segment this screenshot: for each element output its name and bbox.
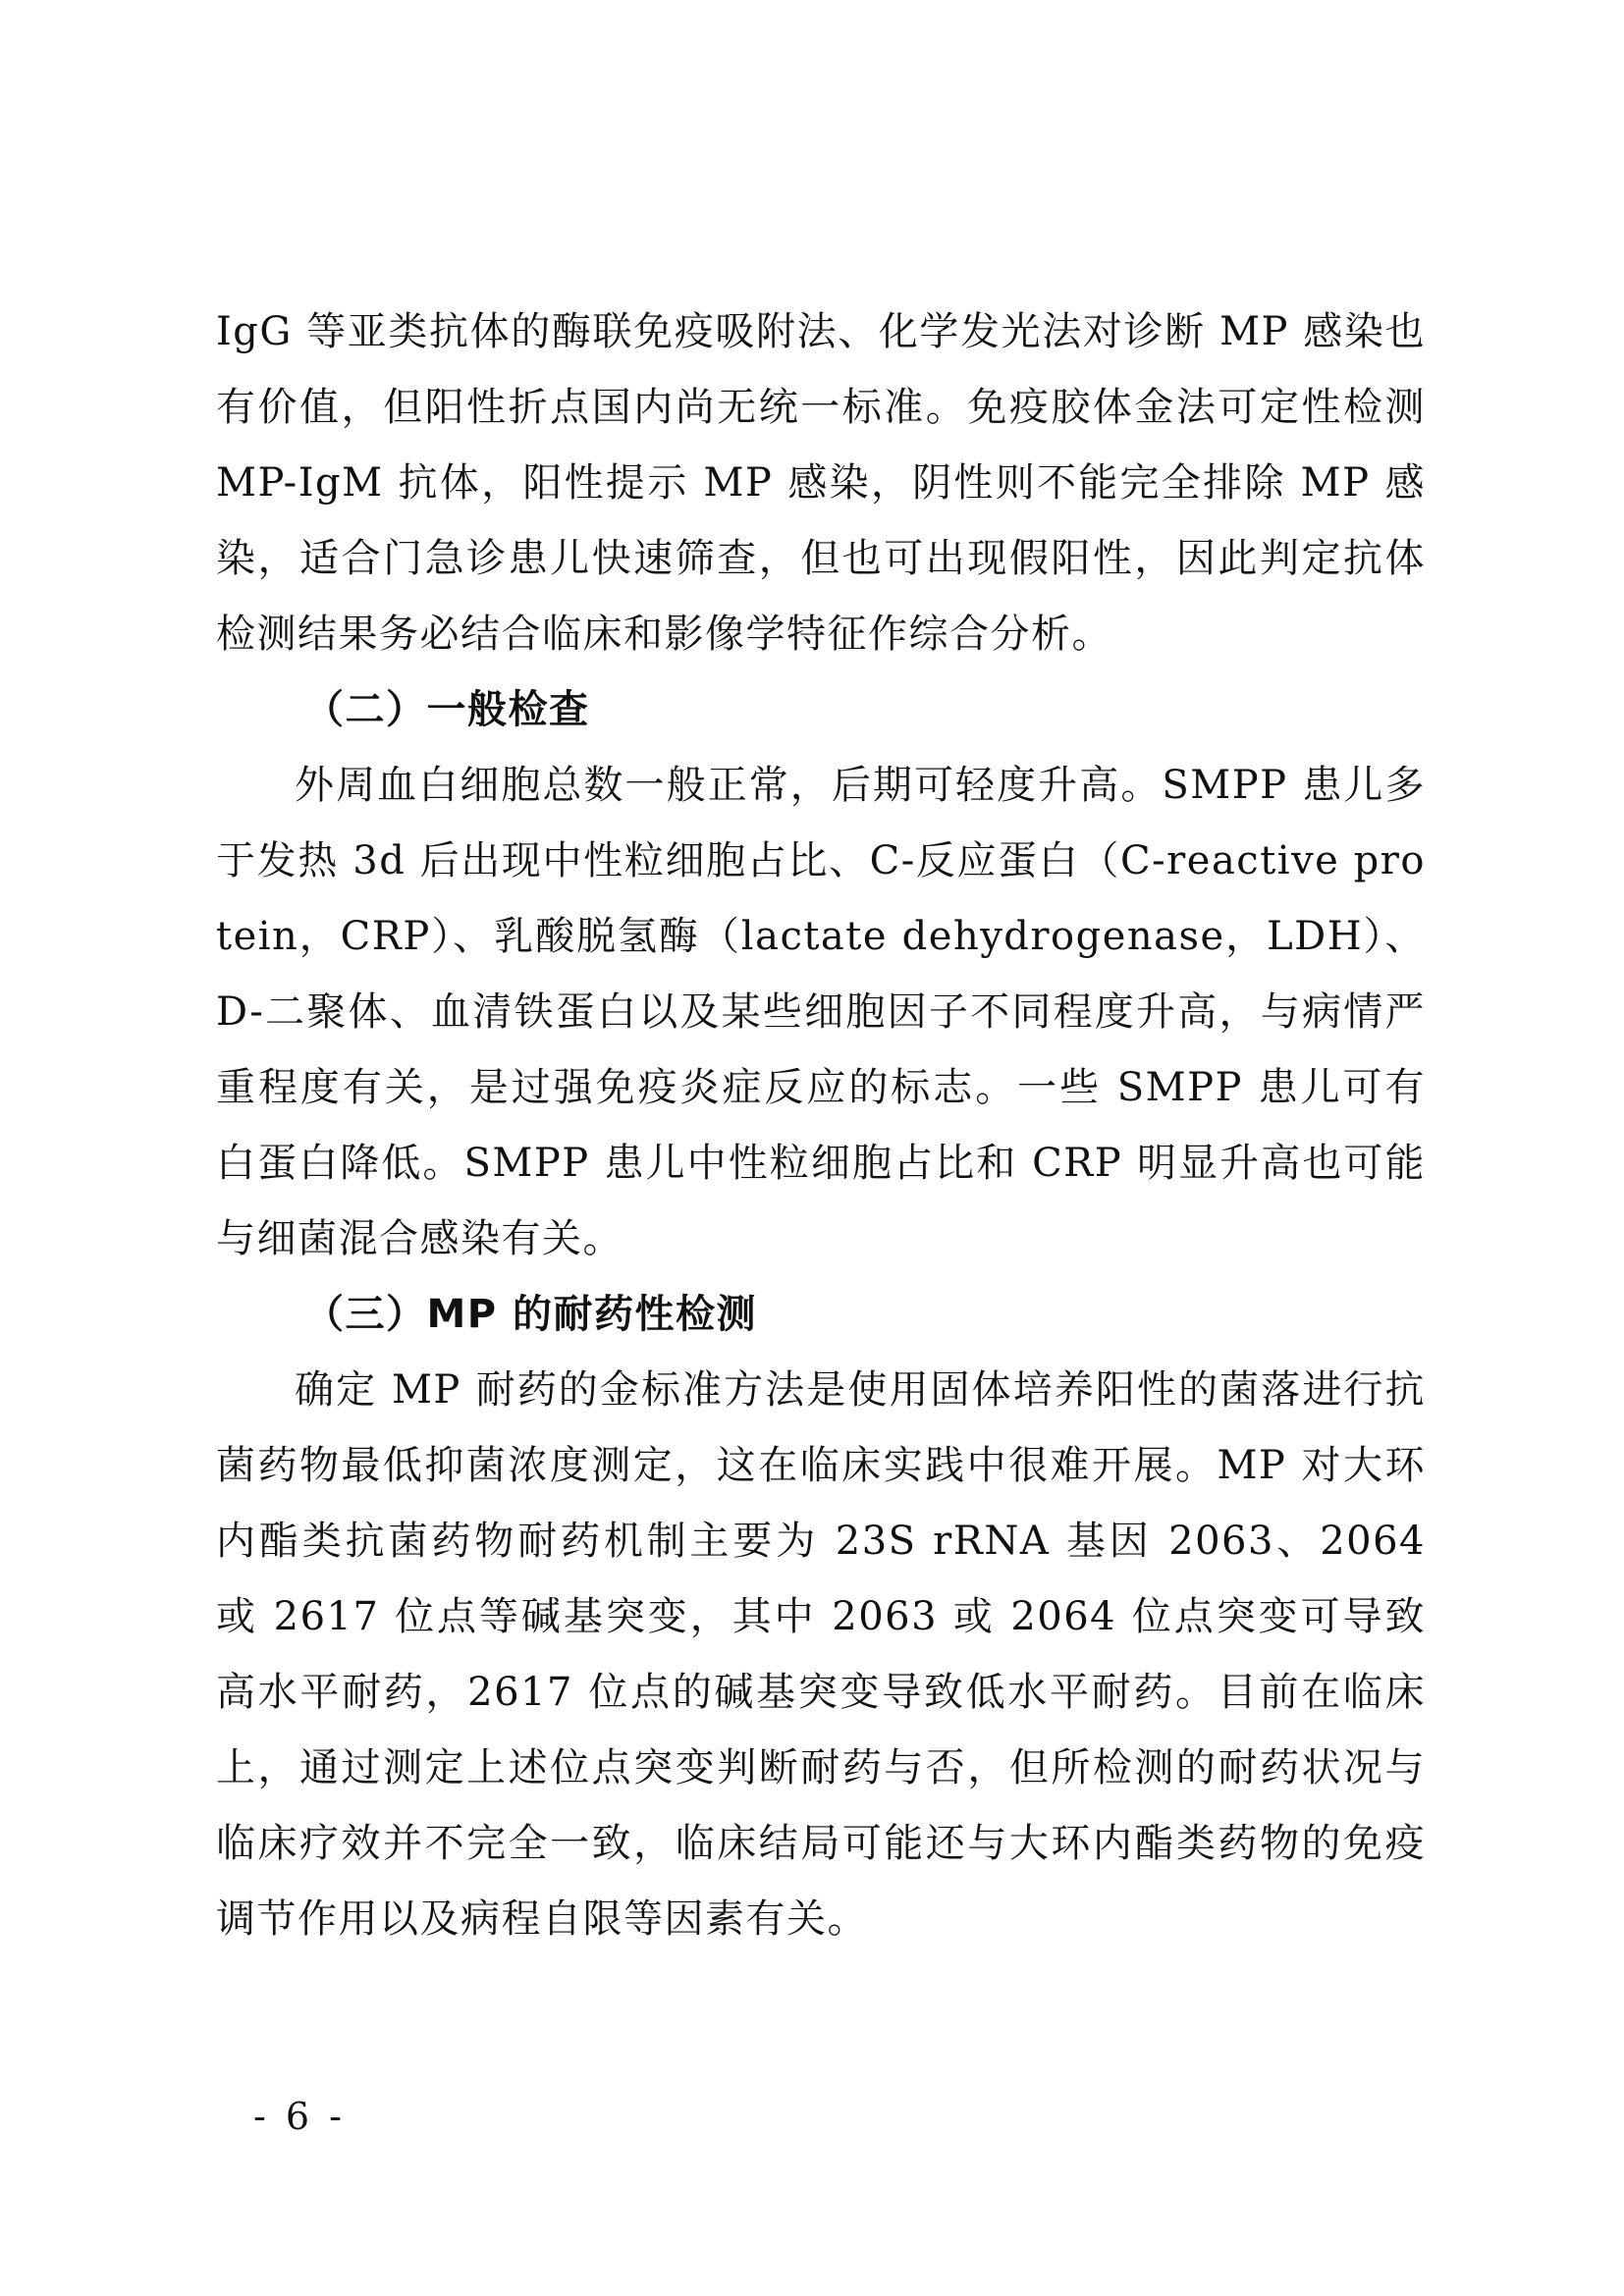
- paragraph-antibody-testing: IgG 等亚类抗体的酶联免疫吸附法、化学发光法对诊断 MP 感染也有价值，但阳性折点国内尚无统一标准。免疫胶体金法可定性检测 MP-IgM 抗体，阳性提示 MP 感染，阴性则不能完全排除 MP 感染，适合门急诊患儿快速筛查，但也可出现假阳性，因此判定抗体检测结果务必结合临床和影像学特征作综合分析。: [216, 309, 1426, 657]
- section-heading-general-exam: （二）一般检查: [304, 687, 590, 732]
- paragraph-resistance-testing: 确定 MP 耐药的金标准方法是使用固体培养阳性的菌落进行抗菌药物最低抑菌浓度测定，这在临床实践中很难开展。MP 对大环内酯类抗菌药物耐药机制主要为 23S rRNA 基因 2063、2064 或 2617 位点等碱基突变，其中 2063 或 2064 位点突变可导致高水平耐药，2617 位点的碱基突变导致低水平耐药。目前在临床上，通过测定上述位点突变判断耐药与否，但所检测的耐药状况与临床疗效并不完全一致，临床结局可能还与大环内酯类药物的免疫调节作用以及病程自限等因素有关。: [216, 1367, 1426, 1942]
- paragraph-general-exam: 外周血白细胞总数一般正常，后期可轻度升高。SMPP 患儿多于发热 3d 后出现中性粒细胞占比、C-反应蛋白（C-reactive protein，CRP）、乳酸脱氢酶（lactate dehydrogenase，LDH）、D-二聚体、血清铁蛋白以及某些细胞因子不同程度升高，与病情严重程度有关，是过强免疫炎症反应的标志。一些 SMPP 患儿可有白蛋白降低。SMPP 患儿中性粒细胞占比和 CRP 明显升高也可能与细菌混合感染有关。: [216, 763, 1426, 1261]
- page-content: [216, 294, 1426, 1957]
- page-number: - 6 -: [253, 2095, 347, 2138]
- section-heading-resistance-testing: （三）MP 的耐药性检测: [304, 1292, 758, 1337]
